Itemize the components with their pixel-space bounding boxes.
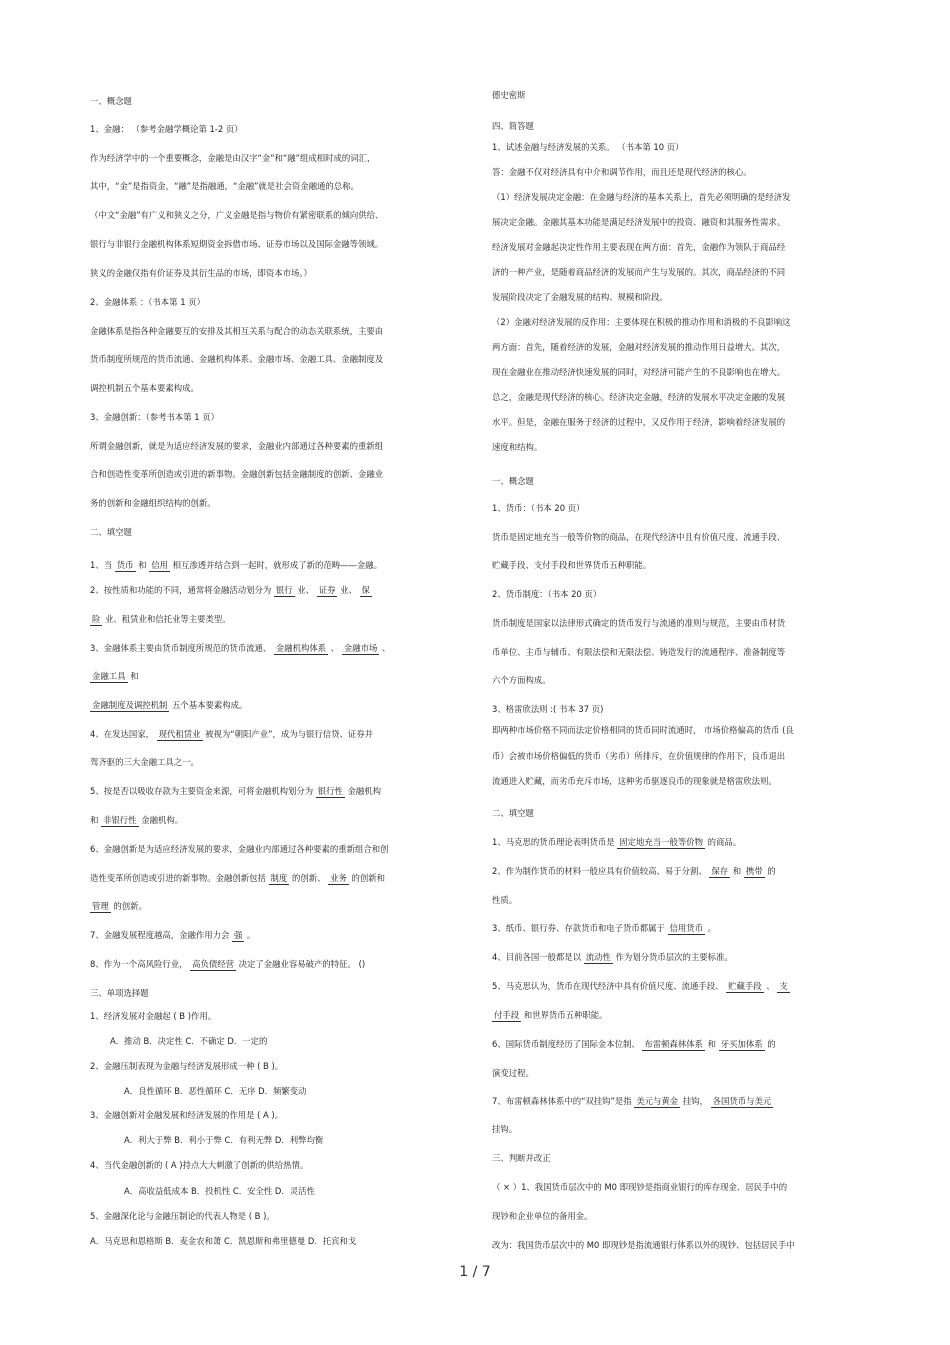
text-line — [492, 560, 651, 571]
fill-blank-answer: 信用 — [151, 560, 168, 570]
text-segment: 3、格雷欣法则 :( 书本 37 页) — [492, 704, 604, 714]
text-segment: A．利大于弊 B．利小于弊 C．有利无弊 D．利弊均衡 — [124, 1135, 324, 1145]
text-segment: 金融体系是指各种金融要互的安排及其相互关系与配合的动态关联系统，主要由 — [90, 326, 384, 336]
text-segment: （1）经济发展决定金融：在金融与经济的基本关系上，首先必须明确的是经济发 — [492, 192, 791, 202]
text-segment: 3、纸币、银行券、存款货币和电子货币都属于 — [492, 923, 668, 933]
text-line — [90, 671, 139, 683]
text-line — [90, 527, 132, 538]
text-segment: 性质。 — [492, 895, 518, 905]
fill-blank-answer: 付手段 — [494, 1010, 520, 1020]
text-segment: 、 — [328, 643, 342, 653]
text-segment: 的 — [764, 1039, 776, 1049]
text-line — [492, 725, 794, 736]
text-line — [492, 1039, 776, 1051]
text-segment: 和 — [705, 1039, 719, 1049]
text-segment: 的 — [764, 866, 776, 876]
text-line — [90, 930, 255, 942]
text-line — [90, 239, 383, 250]
text-line — [90, 614, 231, 626]
text-line — [90, 729, 373, 741]
fill-blank-answer: 管理 — [92, 901, 109, 911]
text-segment: 作为经济学中的一个重要概念，金融是由汉字“金”和“融”组成相时成的词汇， — [90, 153, 376, 163]
text-line — [492, 121, 534, 132]
text-segment: 、 — [763, 981, 778, 991]
text-line — [90, 643, 390, 655]
fill-blank-answer: 银行性 — [317, 786, 343, 796]
text-segment: 2、金融体系 ：（书本第 1 页） — [90, 297, 205, 307]
fill-blank-answer: 贮藏手段 — [728, 981, 762, 991]
text-segment: （中文“金融”有广义和狭义之分，广义金融是指与物价有紧密联系的倾向供给、 — [90, 210, 384, 220]
text-line — [90, 268, 312, 279]
text-segment: 二、填空题 — [90, 527, 132, 537]
text-segment: 业、租赁业和信托业等主要类型。 — [102, 614, 231, 624]
text-line — [492, 923, 716, 935]
text-line — [90, 412, 219, 423]
text-segment: 6、国际货币制度经历了国际金本位制、 — [492, 1039, 643, 1049]
text-line — [492, 675, 551, 686]
text-line — [492, 167, 752, 178]
text-segment: 挂钩。 — [492, 1124, 518, 1134]
fill-blank-answer: 美元与黄金 — [636, 1096, 679, 1106]
text-line — [90, 585, 372, 597]
text-segment: 币）会被市场价格偏低的货币（劣币）所排斥，在价值规律的作用下，良币退出 — [492, 751, 786, 761]
text-line — [90, 297, 205, 308]
text-segment: 三、判断并改正 — [492, 1153, 551, 1163]
text-line — [492, 192, 790, 203]
text-segment: （ × ）1、我国货币层次中的 M0 即现钞是指商业银行的库存现金、居民手中的 — [492, 1182, 788, 1192]
text-line — [90, 959, 365, 971]
text-line — [90, 96, 132, 107]
text-segment: 2、货币制度：（书本 20 页） — [492, 589, 602, 599]
text-line — [90, 1011, 216, 1022]
text-line — [90, 901, 147, 913]
text-line — [90, 441, 383, 452]
text-line — [492, 476, 534, 487]
text-segment: 金融机构。 — [138, 815, 184, 825]
text-line — [90, 873, 385, 885]
fill-blank-answer: 证券 — [318, 585, 336, 595]
text-segment: 业、 — [294, 585, 317, 595]
text-line — [110, 1036, 267, 1047]
text-segment: （2）金融对经济发展的反作用：主要体现在积极的推动作用和消极的不良影响这 — [492, 317, 791, 327]
text-line — [90, 700, 247, 712]
fill-blank-answer: 现代租赁业 — [158, 729, 201, 739]
text-segment: 1、经济发展对金融起 ( B )作用。 — [90, 1011, 217, 1021]
text-line — [492, 589, 601, 600]
text-line — [124, 1186, 315, 1197]
text-segment: 1、试述金融与经济发展的关系。 （书本第 10 页） — [492, 142, 684, 152]
text-line — [492, 776, 777, 787]
text-line — [492, 417, 785, 428]
text-line — [492, 1096, 773, 1108]
text-segment: 现在金融业在推动经济快速发展的同时，对经济可能产生的不良影响也在增大。 — [492, 367, 786, 377]
text-segment: 二、填空题 — [492, 808, 534, 818]
text-segment: A．马克思和恩格斯 B．麦金农和萧 C．凯恩斯和弗里德曼 D．托宾和戈 — [90, 1236, 357, 1246]
text-segment: 币单位、主币与辅币、有限法偿和无限法偿、铸造发行的流通程序、准备制度等 — [492, 647, 786, 657]
text-segment: 2、金融压制表现为金融与经济发展形成一种 ( B )。 — [90, 1061, 284, 1071]
text-segment: A．良性循环 B．恶性循环 C．无序 D．频繁变动 — [124, 1086, 307, 1096]
text-segment: 总之，金融是现代经济的核心。经济决定金融，经济的发展水平决定金融的发展 — [492, 392, 786, 402]
text-segment: 速度和结构。 — [492, 442, 543, 452]
text-segment: 5、金融深化论与金融压制论的代表人物是 ( B )。 — [90, 1211, 275, 1221]
text-segment: 4、目前各国一般都是以 — [492, 952, 584, 962]
fill-blank-answer: 险 — [92, 614, 101, 624]
text-line — [492, 242, 785, 253]
text-segment: 展决定金融。金融其基本功能是满足经济发展中的投资、融资和其服务性需求。 — [492, 217, 786, 227]
text-line — [492, 647, 785, 658]
text-line — [492, 292, 668, 303]
fill-blank-answer: 支 — [779, 981, 788, 991]
text-line — [492, 503, 585, 514]
text-line — [492, 1124, 517, 1135]
text-segment: 改为：我国货币层次中的 M0 即现钞是指流通银行体系以外的现钞、包括居民手中 — [492, 1240, 795, 1250]
text-segment: 1、当 — [90, 560, 115, 570]
text-line — [90, 1110, 283, 1121]
text-line — [90, 1211, 275, 1222]
text-line — [492, 866, 776, 878]
text-line — [492, 808, 534, 819]
text-line — [492, 1153, 551, 1164]
text-segment: 业、 — [337, 585, 360, 595]
text-segment: 演变过程。 — [492, 1068, 534, 1078]
fill-blank-answer: 高负债经营 — [192, 959, 234, 969]
text-line — [492, 267, 785, 278]
fill-blank-answer: 金融制度及调控机制 — [92, 700, 168, 710]
text-segment: 其中，“金”是指资金，“融”是指融通，“金融”就是社会资金融通的总称。 — [90, 181, 359, 191]
text-segment: 水平。但是，金融在服务于经济的过程中，又反作用于经济，影响着经济发展的 — [492, 417, 786, 427]
text-line — [90, 326, 383, 337]
text-segment: 7、金融发展程度越高，金融作用力会 — [90, 930, 232, 940]
text-segment: 狭义的金融仅指有价证券及其衍生品的市场，即资本市场。） — [90, 268, 312, 278]
fill-blank-answer: 银行 — [275, 585, 293, 595]
text-line — [492, 1068, 534, 1079]
text-line — [492, 1211, 593, 1222]
text-line — [492, 90, 526, 101]
text-line — [90, 181, 359, 192]
text-segment: 的创新和 — [348, 873, 386, 883]
text-line — [492, 895, 517, 906]
text-segment: 挂钩， — [680, 1096, 711, 1106]
text-segment: 4、在发达国家， — [90, 729, 157, 739]
text-line — [90, 988, 149, 999]
text-segment: 。 — [244, 930, 256, 940]
fill-blank-answer: 货币 — [116, 560, 134, 570]
text-segment: 相互渗透并结合到一起时，就形成了新的范畴——金融。 — [169, 560, 382, 570]
text-line — [90, 124, 243, 135]
text-segment: 调控机制五个基本要素构成。 — [90, 383, 199, 393]
text-segment: 2、按性质和功能的不同，通常将金融活动划分为 — [90, 585, 274, 595]
fill-blank-answer: 金融工具 — [92, 671, 126, 681]
fill-blank-answer: 制度 — [270, 873, 288, 883]
fill-blank-answer: 业务 — [330, 873, 347, 883]
text-segment: 、 — [379, 643, 391, 653]
text-line — [90, 844, 388, 855]
fill-blank-answer: 固定地充当一般等价物 — [619, 837, 703, 847]
text-line — [90, 1236, 356, 1247]
text-segment: 6、金融创新是为适应经济发展的要求，金融业内部通过各种要素的重新组合和创 — [90, 844, 389, 854]
text-segment: 和 — [90, 815, 102, 825]
text-line — [492, 981, 790, 993]
text-line — [492, 217, 785, 228]
text-line — [90, 1061, 283, 1072]
text-segment: 即两种市场价格不同而法定价格相同的货币同时流通时， 市场价格偏高的货币 (良 — [492, 725, 794, 735]
text-segment: 8、作为一个高风险行业， — [90, 959, 191, 969]
text-segment: 作为划分货币层次的主要标准。 — [612, 952, 733, 962]
fill-blank-answer: 保 — [361, 585, 370, 595]
text-line — [124, 1135, 323, 1146]
text-segment: 被视为“朝阳产业”，成为与银行信贷、证券并 — [202, 729, 373, 739]
text-line — [90, 560, 382, 572]
text-line — [90, 786, 381, 798]
text-line — [90, 498, 216, 509]
fill-blank-answer: 金融市场 — [343, 643, 378, 653]
text-segment: 1、货币：（书本 20 页） — [492, 503, 585, 513]
text-line — [124, 1086, 307, 1097]
text-segment: 货币制度是国家以法律形式确定的货币发行与流通的准则与规范，主要由币材货 — [492, 618, 786, 628]
text-segment: 务的创新和金融组织结构的创新。 — [90, 498, 216, 508]
text-segment: 金融机构 — [344, 786, 382, 796]
text-segment: 5、马克思认为，货币在现代经济中具有价值尺度、流通手段、 — [492, 981, 727, 991]
text-line — [492, 618, 785, 629]
text-segment: 3、金融创新：（参考书本第 1 页） — [90, 412, 220, 422]
text-segment: 4、当代金融创新的 ( A )持点大大刺激了创新的供给热情。 — [90, 1160, 309, 1170]
text-segment: 决定了金融业容易破产的特征。 () — [236, 959, 366, 969]
text-line — [90, 354, 383, 365]
text-line — [492, 142, 683, 153]
text-line — [90, 210, 383, 221]
text-line — [492, 1182, 787, 1193]
text-line — [492, 392, 785, 403]
text-segment: 3、金融创新对金融发展和经济发展的作用是 ( A )。 — [90, 1110, 284, 1120]
text-segment: 5、按是否以吸收存款为主要资金来源，可将金融机构划分为 — [90, 786, 316, 796]
text-line — [492, 317, 790, 328]
text-line — [492, 342, 785, 353]
fill-blank-answer: 强 — [234, 930, 243, 940]
text-segment: 四、简答题 — [492, 121, 534, 131]
text-segment: 的创新。 — [110, 901, 147, 911]
text-segment: 济的一种产业，是随着商品经济的发展而产生与发展的。其次，商品经济的不同 — [492, 267, 786, 277]
text-line — [492, 1240, 795, 1251]
text-line — [90, 383, 199, 394]
text-segment: 六个方面构成。 — [492, 675, 551, 685]
text-segment: 三、单项选择题 — [90, 988, 149, 998]
text-segment: 两方面：首先，随着经济的发展，金融对经济发展的推动作用日益增大。其次， — [492, 342, 786, 352]
text-segment: 流通进入贮藏，而劣币充斥市场，这种劣币驱逐良币的现象就是格雷欣法则。 — [492, 776, 777, 786]
text-segment: 五个基本要素构成。 — [169, 700, 248, 710]
text-segment: 现钞和企业单位的备用金。 — [492, 1211, 593, 1221]
text-line — [90, 815, 183, 827]
text-segment: 驾齐驱的三大金融工具之一。 — [90, 757, 199, 767]
text-segment: 和 — [730, 866, 744, 876]
text-line — [90, 757, 199, 768]
text-line — [492, 952, 733, 964]
text-segment: 2、作为制作货币的材料一般应具有价值较高、易于分割、 — [492, 866, 710, 876]
fill-blank-answer: 金融机构体系 — [275, 643, 327, 653]
text-segment: 的创新、 — [289, 873, 329, 883]
text-segment: 经济发展对金融起决定性作用主要表现在两方面：首先，金融作为领队于商品经 — [492, 242, 786, 252]
text-segment: 贮藏手段、支付手段和世界货币五种职能。 — [492, 560, 652, 570]
text-line — [492, 442, 542, 453]
fill-blank-answer: 布雷顿森林体系 — [644, 1039, 703, 1049]
fill-blank-answer: 各国货币与美元 — [712, 1096, 772, 1106]
text-segment: 合和创造性变革所创造或引进的新事物。金融创新包括金融制度的创新、金融业 — [90, 469, 384, 479]
text-segment: 一、概念题 — [90, 96, 132, 106]
text-segment: A．推动 B．决定性 C．不确定 D．一定的 — [110, 1036, 268, 1046]
text-segment: 。 — [705, 923, 717, 933]
text-segment: 所谓金融创新，就是为适应经济发展的要求，金融业内部通过各种要素的重新组 — [90, 441, 384, 451]
text-segment: 德史密斯 — [492, 90, 526, 100]
text-line — [90, 1160, 308, 1171]
text-line — [492, 1010, 608, 1022]
text-segment: 和世界货币五种职能。 — [521, 1010, 608, 1020]
fill-blank-answer: 信用货币 — [669, 923, 703, 933]
text-segment: 造性变革所创造或引进的新事物。金融创新包括 — [90, 873, 269, 883]
text-segment: A．高收益低成本 B．投机性 C．安全性 D．灵活性 — [124, 1186, 315, 1196]
fill-blank-answer: 牙买加体系 — [720, 1039, 763, 1049]
text-segment: 发展阶段决定了金融发展的结构、规模和阶段。 — [492, 292, 668, 302]
text-segment: 和 — [127, 671, 139, 681]
text-segment: 3、金融体系主要由货币制度所规范的货币流通、 — [90, 643, 274, 653]
text-line — [492, 367, 785, 378]
fill-blank-answer: 携带 — [745, 866, 763, 876]
text-line — [492, 704, 603, 715]
fill-blank-answer: 保存 — [711, 866, 729, 876]
text-line — [90, 153, 375, 164]
text-segment: 答：金融不仅对经济具有中介和调节作用，而且还是现代经济的核心。 — [492, 167, 752, 177]
page-number: 1 / 7 — [459, 1264, 491, 1280]
text-line — [492, 532, 785, 543]
text-segment: 一、概念题 — [492, 476, 534, 486]
text-segment: 货币是固定地充当一般等价物的商品，在现代经济中且有价值尺度、流通手段、 — [492, 532, 786, 542]
text-segment: 和 — [135, 560, 150, 570]
text-line — [492, 837, 741, 849]
text-segment: 货币制度所规范的货币流通、金融机构体系、金融市场、金融工具、金融制度及 — [90, 354, 384, 364]
text-segment: 7、布雷顿森林体系中的“双挂钩”是指 — [492, 1096, 635, 1106]
fill-blank-answer: 流动性 — [585, 952, 611, 962]
text-segment: 1、马克思的货币理论表明货币是 — [492, 837, 618, 847]
fill-blank-answer: 非银行性 — [103, 815, 137, 825]
text-segment: 的商品。 — [705, 837, 742, 847]
text-line — [492, 751, 785, 762]
text-segment: 1、金融： （参考金融学概论第 1-2 页） — [90, 124, 243, 134]
text-line — [90, 469, 383, 480]
text-segment: 银行与非银行金融机构体系短期资金拆借市场、证券市场以及国际金融等领域。 — [90, 239, 384, 249]
